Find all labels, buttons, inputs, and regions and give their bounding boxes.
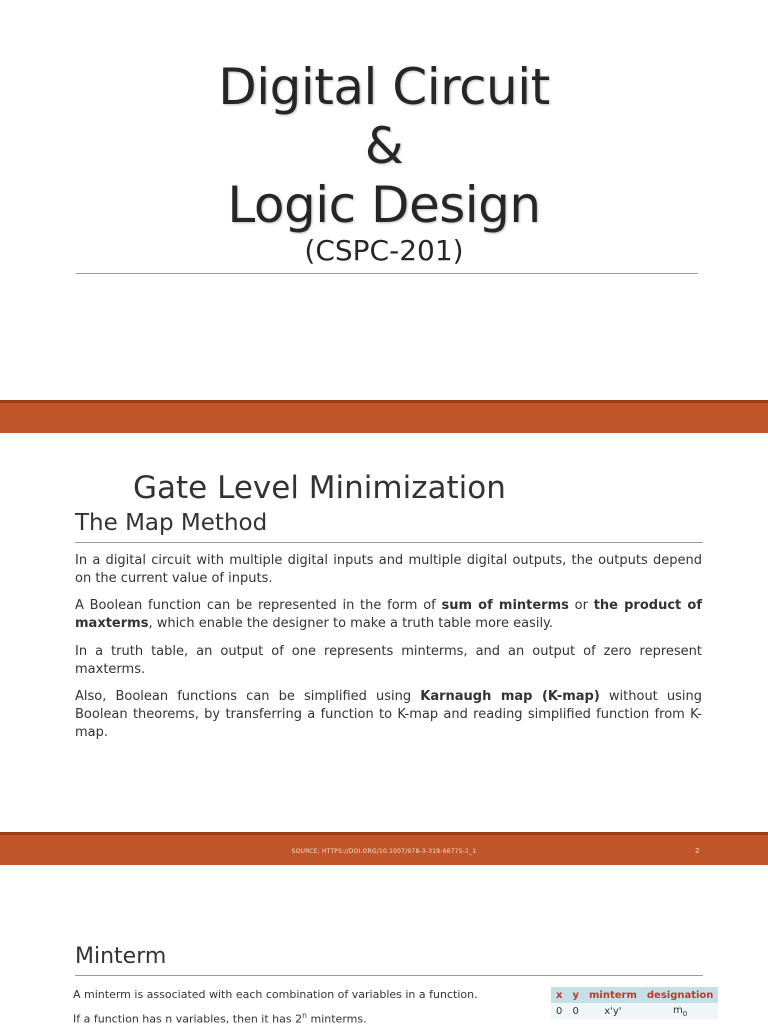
paragraph-3: In a truth table, an output of one represents minterms, and an output of zero represent maxterms.: [75, 644, 702, 677]
paragraph-1: In a digital circuit with multiple digital inputs and multiple digital outputs, the outputs depend on the current value of inputs.: [75, 553, 702, 586]
header-y: y: [567, 987, 584, 1003]
slide-separator-band: [0, 400, 768, 433]
paragraph-2-bold-1: sum of minterms: [441, 598, 569, 613]
cell-designation: [642, 1003, 719, 1019]
minterm-line-1: A minterm is associated with each combination of variables in a function.: [73, 988, 478, 1001]
cell-x: 0: [551, 1003, 567, 1019]
paragraph-4-text-a: Also, Boolean functions can be simplified using: [75, 689, 421, 704]
paragraph-4: [75, 688, 702, 742]
minterm-divider: [75, 975, 703, 976]
minterm-line-2-text-a: If a function has n variables, then it has 2: [73, 1012, 303, 1026]
paragraph-2-bold-2: the product of maxterms: [75, 598, 702, 631]
slide-heading: Gate Level Minimization: [133, 470, 506, 506]
title-line-2: &: [364, 117, 404, 175]
page-number: 2: [695, 847, 700, 855]
slide-subheading: The Map Method: [75, 510, 268, 536]
footer-band-stripe: [0, 832, 768, 835]
title-divider: [76, 273, 698, 274]
title-line-3: Logic Design: [227, 176, 541, 234]
cell-minterm: x'y': [584, 1003, 642, 1019]
paragraph-2-text-d: , which enable the designer to make a truth table more easily.: [148, 616, 554, 631]
paragraph-2-text-c: or: [568, 598, 594, 613]
table-header-row: [551, 987, 718, 1003]
designation-subscript: 0: [682, 1009, 688, 1018]
minterm-line-2: [73, 1009, 367, 1027]
paragraph-4-bold: Karnaugh map (K-map): [420, 689, 600, 704]
minterm-line-2-exponent: n: [302, 1011, 307, 1020]
subheading-divider: [75, 542, 703, 543]
minterm-table: [551, 987, 718, 1019]
minterm-heading: Minterm: [75, 944, 167, 969]
course-code: (CSPC-201): [304, 234, 464, 267]
cell-y: 0: [567, 1003, 584, 1019]
header-designation: designation: [642, 987, 719, 1003]
paragraph-2-text-a: A Boolean function can be represented in the form of: [75, 598, 442, 613]
paragraph-2: [75, 597, 702, 633]
paragraph-4-text-c: without using Boolean theorems, by transferring a function to K-map and reading simplified function from K-map.: [75, 689, 702, 740]
title-line-1: Digital Circuit: [218, 58, 550, 116]
designation-base: m: [673, 1004, 683, 1016]
table-row: [551, 1003, 718, 1019]
minterm-line-2-text-b: minterms.: [307, 1012, 367, 1026]
header-minterm: minterm: [584, 987, 642, 1003]
source-citation: SOURCE: HTTPS://DOI.ORG/10.1007/978-3-319-66775-1_1: [291, 848, 477, 855]
band-stripe: [0, 400, 768, 403]
header-x: x: [551, 987, 567, 1003]
